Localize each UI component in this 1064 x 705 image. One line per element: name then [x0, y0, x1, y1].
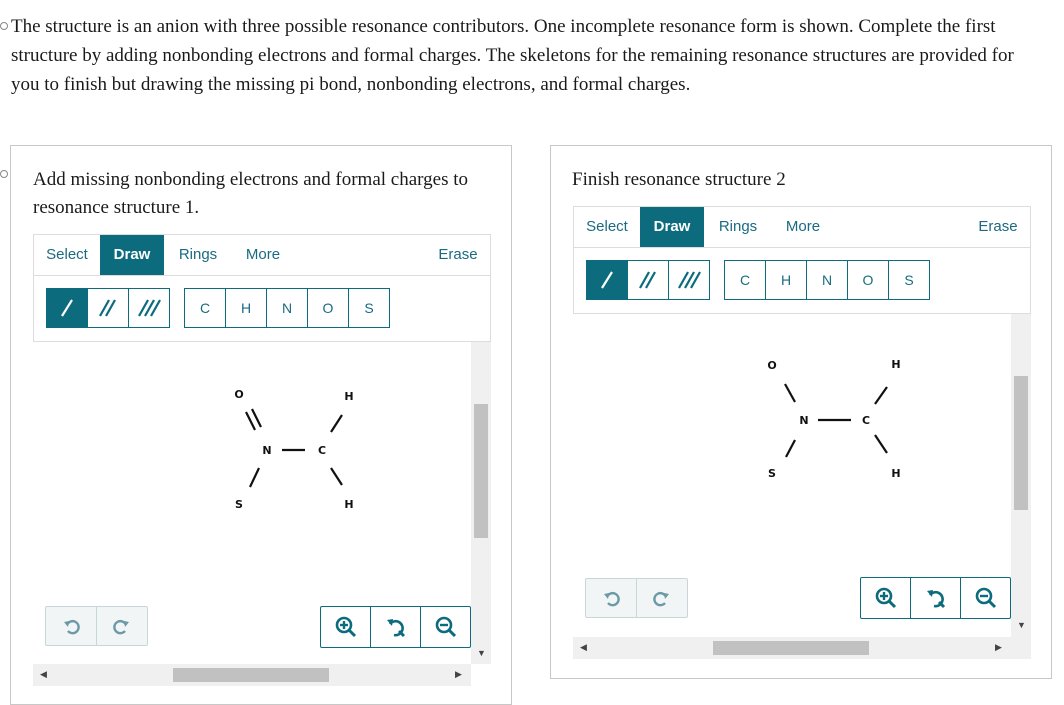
atom-c-button[interactable]: C	[725, 261, 766, 299]
redo-icon	[113, 617, 131, 635]
history-buttons	[585, 578, 688, 618]
undo-button[interactable]	[46, 607, 97, 645]
atom-c-button[interactable]: C	[185, 289, 226, 327]
zoom-out-icon	[435, 616, 457, 638]
atom-h-button[interactable]: H	[766, 261, 807, 299]
atom-buttons	[724, 260, 930, 300]
single-bond-button[interactable]	[587, 261, 628, 299]
scroll-thumb[interactable]	[713, 641, 869, 655]
undo-button[interactable]	[586, 579, 637, 617]
atom-label: N	[262, 444, 272, 457]
atom-label: N	[799, 414, 809, 427]
bullet-marker	[0, 170, 8, 178]
tab-draw[interactable]: Draw	[640, 207, 704, 247]
zoom-reset-icon	[385, 616, 407, 638]
undo-icon	[62, 617, 80, 635]
atom-label: H	[891, 467, 901, 480]
tool-row	[573, 248, 1031, 314]
atom-s-button[interactable]: S	[364, 300, 374, 316]
single-bond-icon	[57, 297, 77, 319]
scroll-left-arrow[interactable]: ◀	[40, 669, 47, 679]
scroll-down-arrow[interactable]: ▼	[1017, 620, 1026, 630]
zoom-in-icon	[875, 587, 897, 609]
atom-n-button[interactable]: N	[807, 261, 848, 299]
horizontal-scrollbar[interactable]	[573, 637, 1031, 659]
double-bond-icon	[637, 269, 659, 291]
tool-row	[33, 276, 491, 342]
tab-more[interactable]: More	[785, 218, 821, 235]
atom-label: S	[768, 467, 776, 480]
atom-h-button[interactable]: H	[226, 289, 267, 327]
zoom-in-button[interactable]	[861, 578, 911, 618]
atom-n-button[interactable]: N	[267, 289, 308, 327]
bullet-marker	[0, 22, 8, 30]
zoom-reset-icon	[925, 587, 947, 609]
panel-2-title: Finish resonance structure 2	[572, 169, 786, 190]
tab-more[interactable]: More	[245, 246, 281, 263]
triple-bond-button[interactable]	[129, 289, 169, 327]
vertical-scrollbar[interactable]	[1011, 314, 1031, 638]
erase-button[interactable]: Erase	[438, 246, 478, 263]
horizontal-scrollbar[interactable]	[33, 664, 471, 686]
zoom-out-icon	[975, 587, 997, 609]
atom-label: O	[234, 388, 244, 401]
tab-select[interactable]: Select	[46, 246, 88, 263]
atom-s-button[interactable]: S	[904, 272, 914, 288]
triple-bond-icon	[677, 269, 701, 291]
zoom-out-button[interactable]	[421, 607, 470, 647]
triple-bond-button[interactable]	[669, 261, 709, 299]
tab-select[interactable]: Select	[586, 218, 628, 235]
double-bond-button[interactable]	[628, 261, 669, 299]
atom-label: H	[344, 390, 354, 403]
atom-label: S	[235, 498, 243, 511]
redo-icon	[653, 589, 671, 607]
triple-bond-icon	[137, 297, 161, 319]
toolbar-tabs	[573, 206, 1031, 248]
atom-label: H	[891, 358, 901, 371]
atom-label: C	[317, 444, 327, 457]
zoom-buttons	[860, 577, 1011, 619]
atom-label: C	[861, 414, 871, 427]
single-bond-icon	[597, 269, 617, 291]
toolbar-tabs	[33, 234, 491, 276]
tab-draw[interactable]: Draw	[100, 235, 164, 275]
vertical-scrollbar[interactable]	[471, 342, 491, 664]
panel-1-title: Add missing nonbonding electrons and formal charges to resonance structure 1.	[33, 169, 468, 218]
double-bond-button[interactable]	[88, 289, 129, 327]
atom-label: O	[767, 359, 777, 372]
atom-label: H	[344, 498, 354, 511]
resonance-panel-2	[550, 145, 1052, 679]
double-bond-icon	[97, 297, 119, 319]
erase-button[interactable]: Erase	[978, 218, 1018, 235]
drawing-canvas[interactable]	[33, 342, 471, 664]
atom-buttons	[184, 288, 390, 328]
redo-button[interactable]	[97, 607, 147, 645]
drawing-canvas[interactable]	[573, 314, 1011, 638]
zoom-buttons	[320, 606, 471, 648]
question-prompt: The structure is an anion with three possible resonance contributors. One incomplete resonance form is shown. Complete the first structure by adding nonbonding electrons and formal charges. The skeletons for the remaining resonance structures are provided for you to finish but drawing the missing pi bond, nonbonding electrons, and formal charges.	[11, 16, 1014, 95]
tab-rings[interactable]: Rings	[178, 246, 218, 263]
scroll-right-arrow[interactable]: ▶	[455, 669, 462, 679]
scroll-thumb[interactable]	[173, 668, 329, 682]
atom-o-button[interactable]: O	[848, 261, 889, 299]
scroll-left-arrow[interactable]: ◀	[580, 642, 587, 652]
resonance-panel-1	[10, 145, 512, 705]
zoom-reset-button[interactable]	[371, 607, 421, 647]
tab-rings[interactable]: Rings	[718, 218, 758, 235]
scroll-thumb[interactable]	[1014, 376, 1028, 510]
bond-buttons	[46, 288, 170, 328]
scroll-right-arrow[interactable]: ▶	[995, 642, 1002, 652]
redo-button[interactable]	[637, 579, 687, 617]
zoom-in-icon	[335, 616, 357, 638]
undo-icon	[602, 589, 620, 607]
zoom-out-button[interactable]	[961, 578, 1010, 618]
bond-buttons	[586, 260, 710, 300]
scroll-down-arrow[interactable]: ▼	[477, 648, 486, 658]
atom-o-button[interactable]: O	[308, 289, 349, 327]
single-bond-button[interactable]	[47, 289, 88, 327]
history-buttons	[45, 606, 148, 646]
scroll-thumb[interactable]	[474, 404, 488, 538]
zoom-in-button[interactable]	[321, 607, 371, 647]
zoom-reset-button[interactable]	[911, 578, 961, 618]
